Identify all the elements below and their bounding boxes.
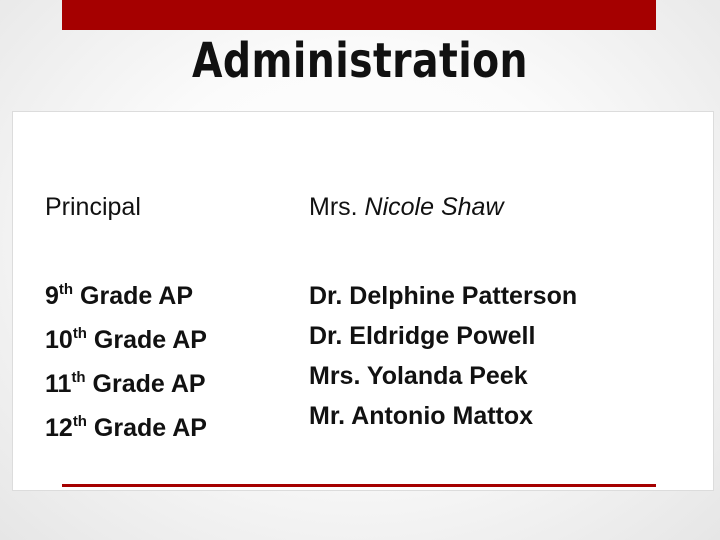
ap-name-grade-9: Dr. Delphine Patterson xyxy=(309,282,578,310)
grade-number: 9 xyxy=(45,282,59,310)
slide-title: Administration xyxy=(192,33,528,89)
ap-name-grade-11: Mrs. Yolanda Peek xyxy=(309,362,528,390)
role-label: Grade AP xyxy=(86,326,207,354)
principal-honorific: Mrs. xyxy=(309,193,365,221)
grade-number: 12 xyxy=(45,414,73,442)
ap-role-grade-9 xyxy=(45,276,207,320)
grade-number: 10 xyxy=(45,326,73,354)
principal-name xyxy=(309,187,504,227)
role-label: Grade AP xyxy=(85,370,206,398)
grade-suffix: th xyxy=(72,413,87,430)
ap-role-grade-11 xyxy=(45,364,207,408)
top-accent-bar xyxy=(62,0,656,30)
grade-suffix: th xyxy=(71,369,86,386)
principal-given-name: Nicole Shaw xyxy=(364,193,504,221)
ap-name-list xyxy=(309,276,577,436)
ap-role-list xyxy=(45,276,207,452)
bottom-accent-rule xyxy=(62,484,656,487)
ap-role-grade-12 xyxy=(45,408,207,452)
principal-role xyxy=(45,187,141,227)
ap-name-grade-10: Dr. Eldridge Powell xyxy=(309,322,536,350)
role-label: Grade AP xyxy=(73,282,194,310)
grade-suffix: th xyxy=(58,281,74,298)
role-label: Grade AP xyxy=(86,414,207,442)
ap-role-grade-10 xyxy=(45,320,207,364)
principal-role-label: Principal xyxy=(45,193,141,221)
grade-suffix: th xyxy=(72,325,87,342)
principal-name-text xyxy=(309,187,504,227)
grade-number: 11 xyxy=(45,370,72,398)
ap-name-grade-12: Mr. Antonio Mattox xyxy=(309,402,534,430)
